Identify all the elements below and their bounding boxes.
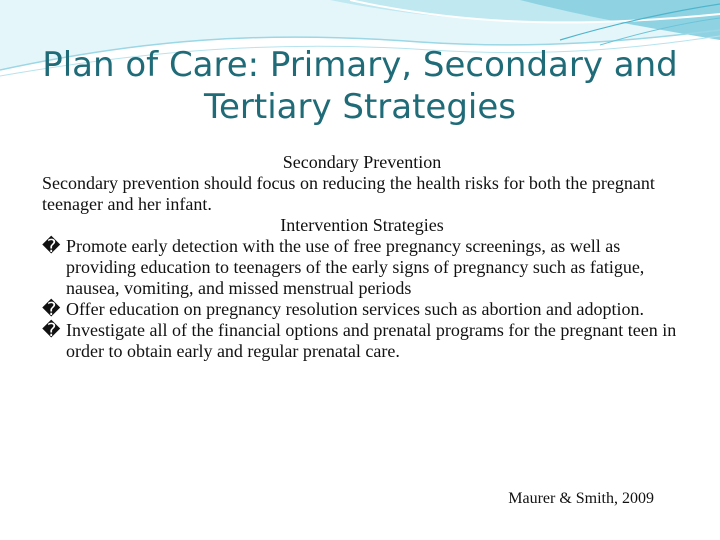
intro-paragraph: Secondary prevention should focus on reducing the health risks for both the pregnant teenager and her infant.: [42, 173, 655, 214]
bullet-text: Investigate all of the financial options and prenatal programs for the pregnant teen in order to obtain early and regular prenatal care.: [66, 320, 677, 361]
section-heading: Secondary Prevention: [282, 152, 442, 172]
bullet-item: [42, 236, 682, 299]
bullet-text: Promote early detection with the use of free pregnancy screenings, as well as providing education to teenagers of the early signs of pregnancy such as fatigue, nausea, vomiting, and missed menstrual periods: [66, 236, 645, 298]
subheading: Intervention Strategies: [280, 215, 444, 235]
bullet-marker: �: [42, 320, 61, 340]
bullet-item: [42, 299, 682, 320]
bullet-marker: �: [42, 236, 61, 256]
bullet-marker: �: [42, 299, 61, 319]
slide-title: Plan of Care: Primary, Secondary and Tertiary Strategies: [42, 45, 678, 127]
bullet-text: Offer education on pregnancy resolution services such as abortion and adoption.: [66, 299, 644, 319]
citation: Maurer & Smith, 2009: [508, 490, 654, 507]
bullet-item: [42, 320, 682, 362]
slide-body: [42, 152, 682, 362]
